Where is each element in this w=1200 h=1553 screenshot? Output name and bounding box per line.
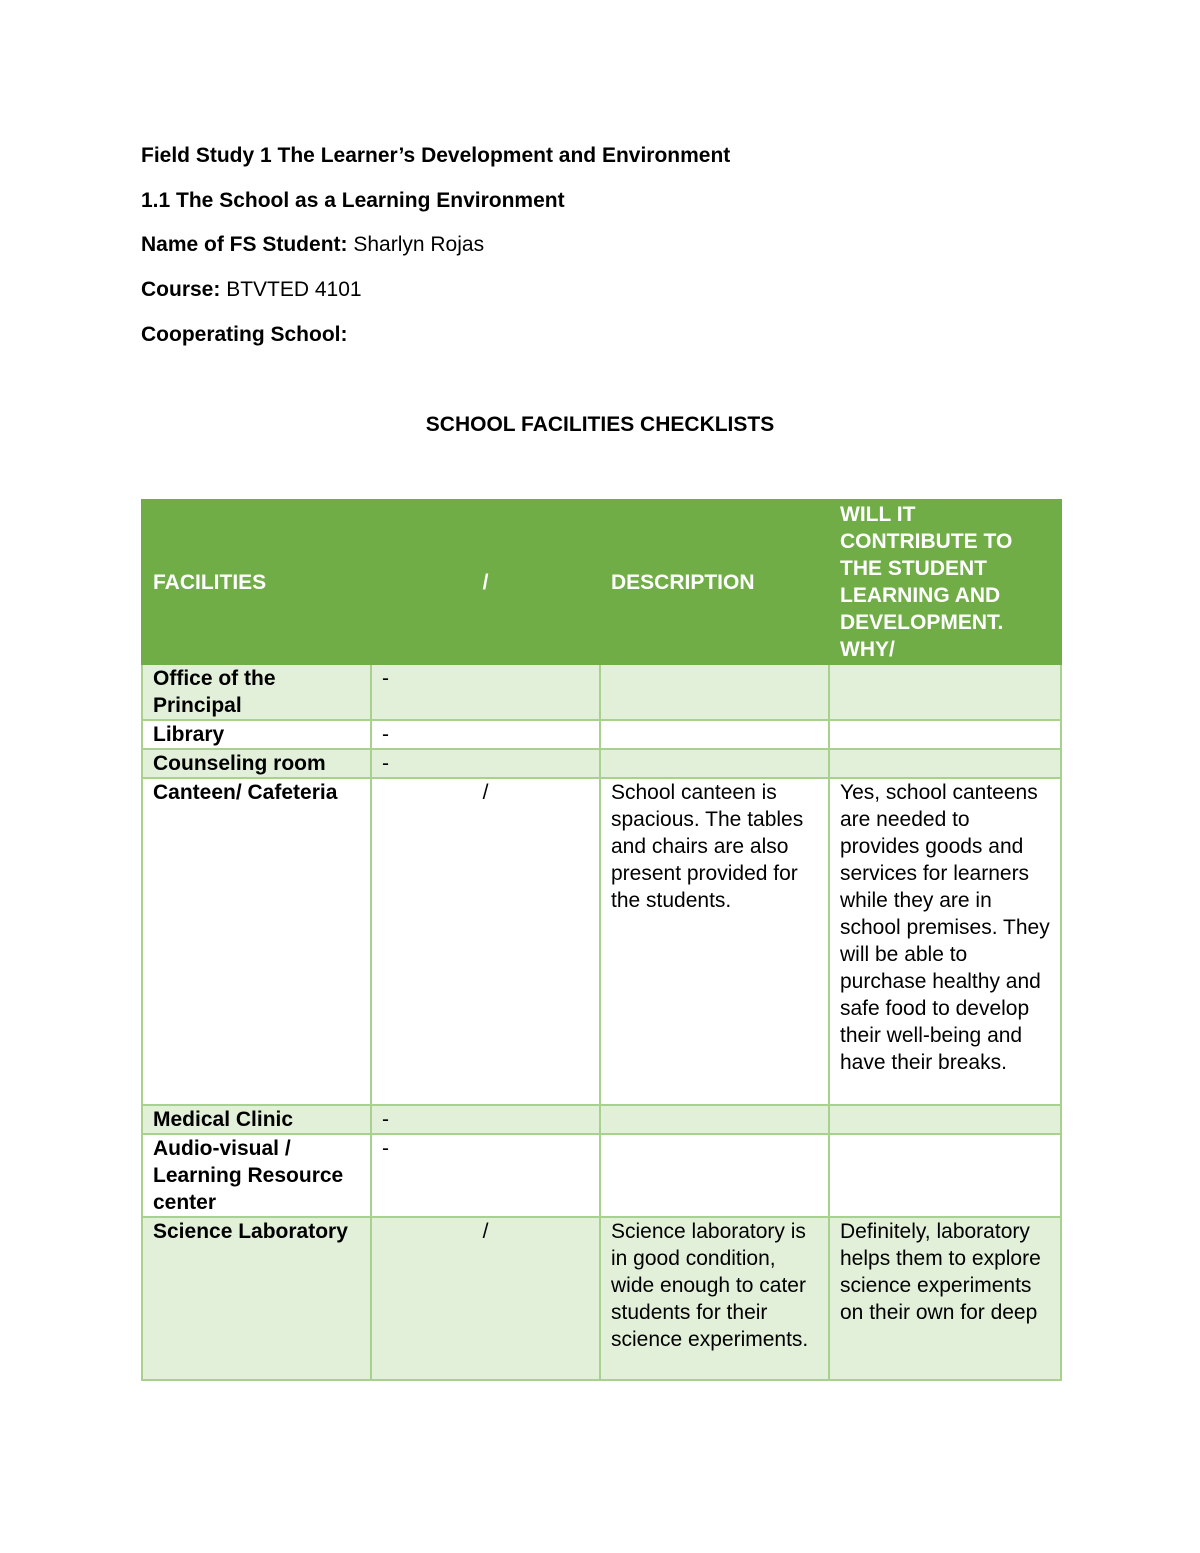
- facility-mark: -: [371, 749, 600, 778]
- table-row: [142, 749, 1061, 778]
- facility-name: Medical Clinic: [142, 1105, 371, 1134]
- table-row: [142, 664, 1061, 720]
- table-row: [142, 778, 1061, 1105]
- facility-name: Library: [142, 720, 371, 749]
- facility-mark: -: [371, 720, 600, 749]
- column-header-contribution: WILL IT CONTRIBUTE TO THE STUDENT LEARNING AND DEVELOPMENT. WHY/: [829, 500, 1061, 664]
- cooperating-school-line: [141, 322, 348, 348]
- course-label: Course:: [141, 278, 221, 301]
- document-title: SCHOOL FACILITIES CHECKLISTS: [425, 413, 775, 436]
- table-row: [142, 1134, 1061, 1217]
- facilities-checklist-table: [141, 499, 1062, 1381]
- facility-contribution: [829, 1105, 1061, 1134]
- facility-contribution: [829, 1134, 1061, 1217]
- facility-name: Audio-visual / Learning Resource center: [142, 1134, 371, 1217]
- facility-mark: /: [371, 778, 600, 1105]
- cooperating-school-label: Cooperating School:: [141, 323, 348, 346]
- column-header-mark: /: [371, 500, 600, 664]
- column-header-description: DESCRIPTION: [600, 500, 829, 664]
- facility-contribution: Yes, school canteens are needed to provides goods and services for learners while they are in school premises. They will be able to purchase healthy and safe food to develop their well-being and have their breaks.: [829, 778, 1061, 1105]
- facility-mark: -: [371, 1134, 600, 1217]
- table-row: [142, 720, 1061, 749]
- facility-contribution: [829, 664, 1061, 720]
- facility-name: Canteen/ Cafeteria: [142, 778, 371, 1105]
- course-heading: Field Study 1 The Learner’s Development and Environment: [141, 144, 731, 167]
- facility-contribution: [829, 720, 1061, 749]
- facility-contribution: [829, 749, 1061, 778]
- facility-description: Science laboratory is in good condition, wide enough to cater students for their science experiments.: [600, 1217, 829, 1380]
- student-name-value: Sharlyn Rojas: [347, 233, 485, 256]
- table-row: [142, 1105, 1061, 1134]
- section-heading: 1.1 The School as a Learning Environment: [141, 189, 565, 212]
- facility-contribution: Definitely, laboratory helps them to explore science experiments on their own for deep: [829, 1217, 1061, 1380]
- facility-name: Counseling room: [142, 749, 371, 778]
- table-row: [142, 1217, 1061, 1380]
- facility-mark: -: [371, 664, 600, 720]
- facility-description: [600, 1105, 829, 1134]
- student-name-label: Name of FS Student:: [141, 233, 348, 256]
- facility-description: School canteen is spacious. The tables and chairs are also present provided for the students.: [600, 778, 829, 1105]
- facility-description: [600, 664, 829, 720]
- facility-description: [600, 749, 829, 778]
- facility-description: [600, 720, 829, 749]
- student-name-line: [141, 232, 484, 258]
- table-header-row: [142, 500, 1061, 664]
- facility-name: Science Laboratory: [142, 1217, 371, 1380]
- course-value: BTVTED 4101: [220, 278, 362, 301]
- facility-mark: /: [371, 1217, 600, 1380]
- facility-mark: -: [371, 1105, 600, 1134]
- facility-name: Office of the Principal: [142, 664, 371, 720]
- course-line: [141, 277, 362, 303]
- facility-description: [600, 1134, 829, 1217]
- column-header-facilities: FACILITIES: [142, 500, 371, 664]
